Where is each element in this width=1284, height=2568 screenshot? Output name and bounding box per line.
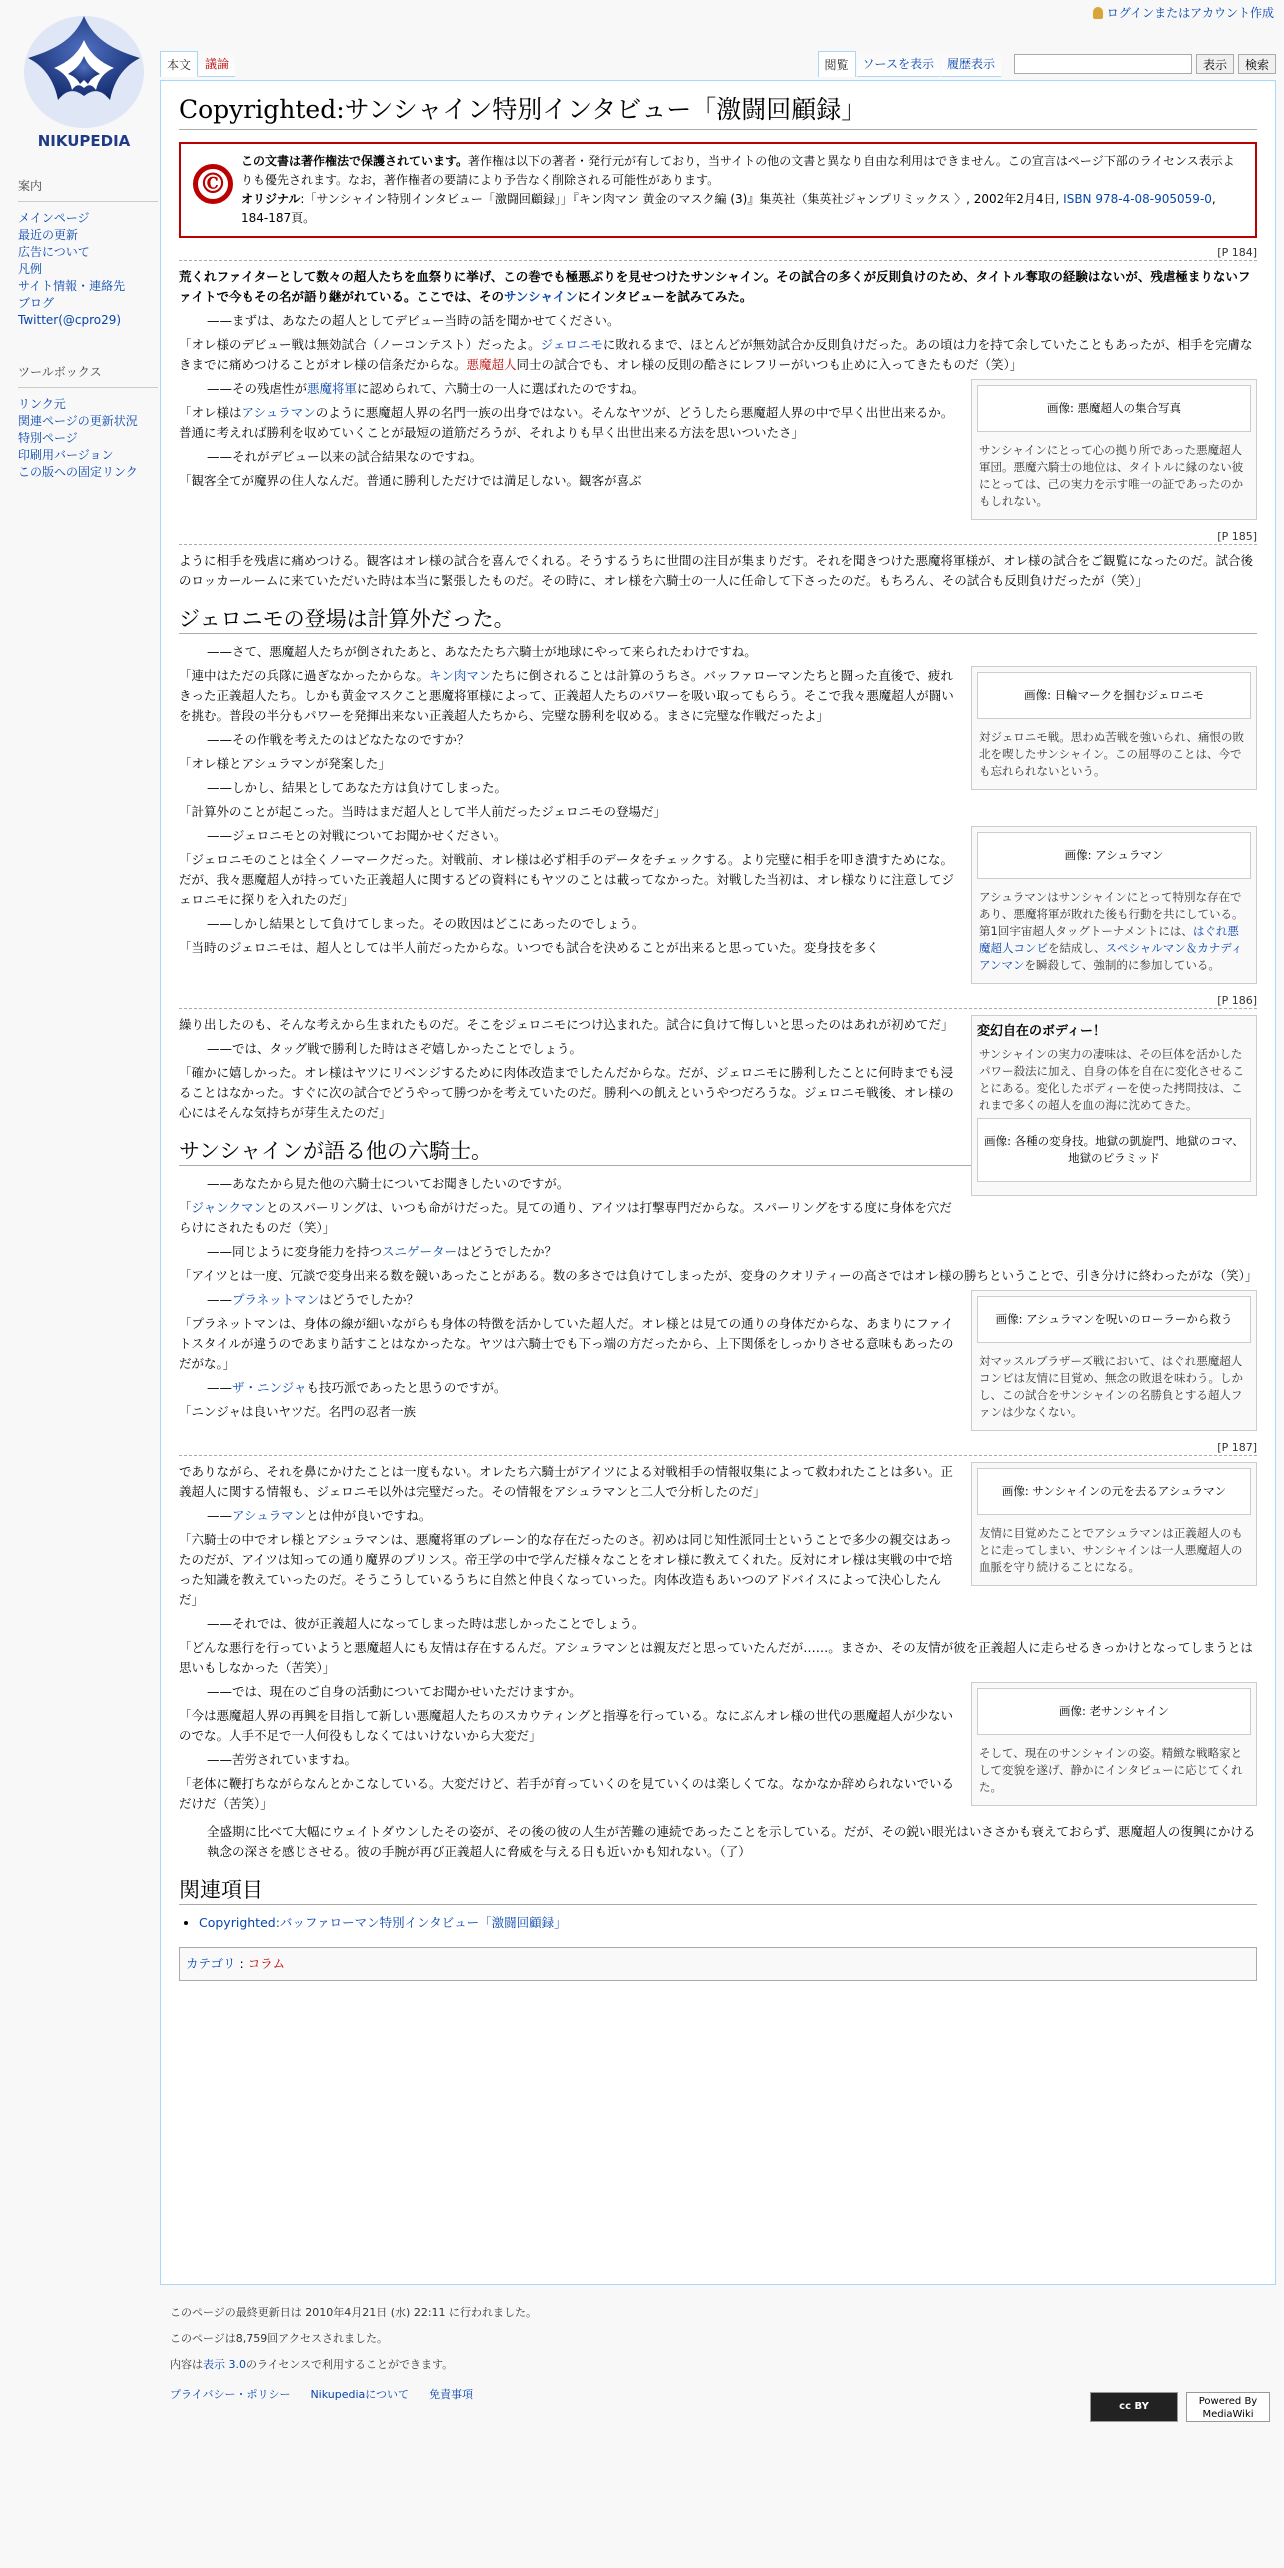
answer: 「オレ様とアシュラマンが発案した」: [179, 756, 391, 771]
tab-history[interactable]: [941, 51, 1001, 77]
answer: 「アイツとは一度、冗談で変身出来る数を競いあったことがある。数の多さでは負けてしまったが、変身のクオリティーの高さではオレ様の勝ちということで、引き分けに終わったがな（笑）」: [179, 1268, 1258, 1283]
hagure-combi-link[interactable]: はぐれ悪魔超人コンビ: [979, 924, 1239, 955]
figure-title: 変幻自在のボディー！: [977, 1024, 1106, 1039]
figure-caption: 対ジェロニモ戦。思わぬ苦戦を強いられ、痛恨の敗北を喫したサンシャイン。この屈辱のことは、今でも忘れられないという。: [979, 730, 1244, 778]
view-tabs: [818, 51, 1276, 77]
list-item: [18, 210, 158, 227]
question: ——ザ・ニンジャも技巧派であったと思うのですが。: [207, 1380, 507, 1395]
last-modified: このページの最終更新日は 2010年4月21日 (水) 22:11 に行われました。: [170, 2306, 538, 2319]
question: ——その残虐性が悪魔将軍に認められて、六騎士の一人に選ばれたのですね。: [207, 381, 645, 396]
main-content: [160, 80, 1276, 2285]
image-placeholder: 画像: アシュラマンを呪いのローラーから救う: [977, 1296, 1251, 1343]
lead-paragraph: 荒くれファイターとして数々の超人たちを血祭りに挙げ、この巻でも極悪ぶりを見せつけたサンシャイン。その試合の多くが反則負けのため、タイトル奪取の経験はないが、残虐極まりないファイトで今もその名が語り継がれている。ここでは、そのサンシャインにインタビューを試みてみた。: [179, 269, 1251, 304]
login-link[interactable]: ログインまたはアカウント作成: [1106, 6, 1274, 20]
tab-view[interactable]: 閲覧: [818, 51, 856, 77]
image-placeholder: 画像: 日輪マークを掴むジェロニモ: [977, 672, 1251, 719]
svg-text:NIKUPEDIA: NIKUPEDIA: [37, 132, 131, 150]
figure-box: [971, 1682, 1257, 1806]
list-item: [18, 227, 158, 244]
personal-tools: [1093, 4, 1274, 21]
image-placeholder: 画像: サンシャインの元を去るアシュラマン: [977, 1468, 1251, 1515]
answer: 「ジャンクマンとのスパーリングは、いつも命がけだった。見ての通り、アイツは打撃専門だからな。スパーリングをする度に身体を穴だらけにされたものだ（笑）」: [179, 1200, 952, 1235]
category-column-link[interactable]: コラム: [247, 1956, 286, 1971]
tab-article[interactable]: 本文: [160, 51, 198, 77]
figure-caption: アシュラマンはサンシャインにとって特別な存在であり、悪魔将軍が敗れた後も行動を共にしている。第1回宇宙超人タッグトーナメントには、はぐれ悪魔超人コンビを結成し、スペシャルマン＆カナディアンマンを瞬殺して、強制的に参加している。: [979, 890, 1244, 972]
list-item: [18, 413, 158, 430]
question: ——では、現在のご自身の活動についてお聞かせいただけますか。: [207, 1684, 582, 1699]
toolbox-item-0[interactable]: リンク元: [18, 397, 66, 411]
figure-box: [971, 1015, 1257, 1196]
answer: 繰り出したのも、そんな考えから生まれたものだ。そこをジェロニモにつけ込まれた。試合に負けて悔しいと思ったのはあれが初めてだ」: [179, 1017, 954, 1032]
question: ——プラネットマンはどうでしたか？: [207, 1292, 420, 1307]
answer: 「老体に鞭打ちながらなんとかこなしている。大変だけど、若手が育っていくのを見ていくのは楽しくてな。なかなか辞められないでいるだけだ（苦笑）」: [179, 1776, 955, 1811]
footer-link-2[interactable]: 免責事項: [429, 2388, 474, 2401]
page-marker: [P 185]: [179, 530, 1257, 545]
closing-paragraph: 全盛期に比べて大幅にウェイトダウンしたその姿が、その後の彼の人生が苦難の連続であったことを示している。だが、その鋭い眼光はいささかも衰えておらず、悪魔超人の復興にかける執念の深さを感じさせる。彼の手腕が再び正義超人に脅威を与える日も近いかも知れない。（了）: [207, 1824, 1256, 1859]
section-heading: サンシャインが語る他の六騎士。: [179, 1137, 1257, 1166]
figure-box: [971, 666, 1257, 790]
view-source-link[interactable]: ソースを表示: [862, 57, 934, 71]
sidebar-navigation: [18, 178, 158, 329]
akuma-choujin-link[interactable]: 悪魔超人: [466, 357, 517, 372]
copyright-icon: ©: [193, 164, 233, 204]
sidebar-item-3[interactable]: 凡例: [18, 262, 43, 276]
list-item: [18, 464, 158, 481]
toolbox-item-1[interactable]: 関連ページの更新状況: [18, 414, 138, 428]
answer: 「オレ様のデビュー戦は無効試合（ノーコンテスト）だったよ。ジェロニモに敗れるまで、ほとんどが無効試合か反則負けだった。あの頃は力を持て余していたこともあったが、相手を完膚なきまでに痛めつけることがオレ様の信条だからな。悪魔超人同士の試合でも、オレ様の反則の酷さにレフリーがいつも止めに入ってきたものだ（笑）」: [179, 337, 1253, 372]
tab-source[interactable]: [857, 51, 940, 77]
toolbox-item-2[interactable]: 特別ページ: [18, 431, 78, 445]
sidebar-item-1[interactable]: 最近の更新: [18, 228, 79, 242]
copyright-bold: この文書は著作権法で保護されています。: [241, 154, 469, 168]
namespace-tabs: [160, 51, 236, 77]
section-heading: 関連項目: [179, 1876, 1257, 1905]
specialman-link[interactable]: スペシャルマン＆カナディアンマン: [979, 941, 1243, 972]
original-text: :「サンシャイン特別インタビュー「激闘回顧録」」『キン肉マン 黄金のマスク編 (3)』集英社（集英社ジャンプリミックス 〉, 2002年2月4日,: [300, 192, 1060, 206]
question: ——さて、悪魔超人たちが倒されたあと、あなたたち六騎士が地球にやって来られたわけですね。: [207, 644, 757, 659]
page-marker: [P 184]: [179, 246, 1257, 261]
geronimo-link[interactable]: ジェロニモ: [540, 337, 603, 352]
page-marker: [P 186]: [179, 994, 1257, 1009]
snigator-link[interactable]: スニゲーター: [382, 1244, 458, 1259]
sidebar-item-5[interactable]: ブログ: [18, 296, 55, 310]
question: ——ジェロニモとの対戦についてお聞かせください。: [207, 828, 507, 843]
nikupedia-logo-icon: [14, 10, 154, 150]
question: ——しかし、結果としてあなた方は負けてしまった。: [207, 780, 508, 795]
figure-caption: そして、現在のサンシャインの姿。精緻な戦略家として変貌を遂げ、静かにインタビューに応じてくれた。: [979, 1746, 1243, 1794]
answer: 「プラネットマンは、身体の線が細いながらも身体の特徴を活かしていた超人だ。オレ様とは見ての通りの身体だからな、あまりにファイトスタイルが違うのであまり話すことはなかったな。ヤツは六騎士でも下っ端の方だったから、上下関係をしっかりさせる意味もあったのだがな。」: [179, 1316, 954, 1371]
cc-by-badge[interactable]: cc BY: [1090, 2392, 1178, 2422]
ashuraman-link-2[interactable]: アシュラマン: [232, 1508, 307, 1523]
sidebar-toolbox: [18, 364, 158, 481]
question: ——まずは、あなたの超人としてデビュー当時の話を聞かせてください。: [207, 313, 620, 328]
list-item: [18, 261, 158, 278]
list-item: [18, 430, 158, 447]
footer-link-0[interactable]: プライバシー・ポリシー: [170, 2388, 291, 2401]
answer: 「ジェロニモのことは全くノーマークだった。対戦前、オレ様は必ず相手のデータをチェックする。より完璧に相手を叩き潰すためにな。だが、我々悪魔超人が持っていた正義超人に関するどの資料にもヤツのことは載ってなかった。対戦した当初は、オレ様なりに注意してジェロニモに探りを入れたのだ」: [179, 852, 955, 907]
list-item: [18, 447, 158, 464]
footer-link-1[interactable]: Nikupediaについて: [310, 2388, 410, 2401]
question: ——同じように変身能力を持つスニゲーターはどうでしたか？: [207, 1244, 558, 1259]
list-item: [18, 312, 158, 329]
copyright-text: 著作権は以下の著者・発行元が有しており，当サイトの他の文書と異なり自由な利用はできません。この宣言はページ下部のライセンス表示よりも優先されます。なお，著作権者の要請により予告なく削除される可能性があります。: [241, 154, 1235, 187]
answer: ように相手を残虐に痛めつける。観客はオレ様の試合を喜んでくれる。そうするうちに世間の注目が集まりだす。それを聞きつけた悪魔将軍様が、オレ様の試合をご観覧になったのだ。試合後のロッカールームに来ていただいた時は本当に緊張したものだ。その時に、オレ様を六騎士の一人に任命して下さったのだ。もちろん、その試合も反則負けだったが（笑）」: [179, 553, 1254, 588]
image-placeholder: 画像: アシュラマン: [977, 832, 1251, 879]
image-placeholder: 画像: 悪魔超人の集合写真: [977, 385, 1251, 432]
akuma-shogun-link[interactable]: 悪魔将軍: [307, 381, 358, 396]
tab-talk[interactable]: [199, 51, 235, 77]
sidebar-item-6[interactable]: Twitter(@cpro29): [18, 313, 122, 327]
answer: 「六騎士の中でオレ様とアシュラマンは、悪魔将軍のブレーン的な存在だったのさ。初めは同じ知性派同士ということで多少の親交はあったのだが、アイツは知っての通り魔界のプリンス。帝王学の中で学んだ様々なことをオレ様に教えてくれた。反対にオレ様は実戦の中で培った知識を教えていったのだ。そうこうしているうちに自然と仲良くなっていった。肉体改造もあいつのアドバイスによって決心したんだ」: [179, 1532, 953, 1607]
kinnikuman-link[interactable]: キン肉マン: [429, 668, 492, 683]
figure-box: [971, 1462, 1257, 1586]
figure-caption: サンシャインにとって心の拠り所であった悪魔超人軍団。悪魔六騎士の地位は、タイトルに縁のない彼にとっては、己の実力を示す唯一の証であったのかもしれない。: [979, 443, 1244, 508]
list-item: [18, 278, 158, 295]
category-links: カテゴリ : コラム: [179, 1947, 1257, 1981]
categories-link[interactable]: カテゴリ: [186, 1956, 236, 1971]
isbn-link[interactable]: ISBN 978-4-08-905059-0: [1063, 192, 1212, 206]
answer: 「当時のジェロニモは、超人としては半人前だったからな。いつでも試合を決めることが出来ると思っていた。変身技を多く: [179, 940, 879, 955]
image-placeholder: 画像: 老サンシャイン: [977, 1688, 1251, 1735]
figure-caption: サンシャインの実力の凄味は、その巨体を活かしたパワー殺法に加え、自身の体を自在に変化させることにある。変化したボディーを使った拷問技は、これまで多くの超人を血の海に沈めてきた。: [979, 1047, 1245, 1112]
question: ——その作戦を考えたのはどなたなのですか？: [207, 732, 470, 747]
original-pages: , 184-187頁。: [241, 192, 1216, 225]
list-item: [18, 295, 158, 312]
toolbox-heading: ツールボックス: [18, 364, 158, 388]
answer: 「今は悪魔超人界の再興を目指して新しい悪魔超人たちのスカウティングと指導を行っている。なにぶんオレ様の世代の悪魔超人が少ないのでな。人手不足で一人何役もしなくてはいけないから大変だ」: [179, 1708, 954, 1743]
question: ——それがデビュー以来の試合結果なのですね。: [207, 449, 483, 464]
license-text: 内容は表示 3.0のライセンスで利用することができます。: [170, 2358, 454, 2371]
talk-link[interactable]: 議論: [205, 57, 230, 71]
license-link[interactable]: 表示 3.0: [203, 2358, 246, 2371]
sidebar-item-2[interactable]: 広告について: [18, 245, 90, 259]
toolbox-item-3[interactable]: 印刷用バージョン: [18, 448, 114, 462]
answer: 「計算外のことが起こった。当時はまだ超人として半人前だったジェロニモの登場だ」: [179, 804, 667, 819]
junkman-link[interactable]: ジャンクマン: [191, 1200, 267, 1215]
copyright-notice: [179, 142, 1257, 238]
image-placeholder: 画像: 各種の変身技。地獄の凱旋門、地獄のコマ、地獄のピラミッド: [977, 1118, 1251, 1182]
related-list: [199, 1913, 1257, 1933]
the-ninja-link[interactable]: ザ・ニンジャ: [232, 1380, 307, 1395]
sidebar-item-0[interactable]: メインページ: [18, 211, 90, 225]
ashuraman-link[interactable]: アシュラマン: [241, 405, 316, 420]
mediawiki-badge[interactable]: Powered By MediaWiki: [1186, 2392, 1270, 2422]
answer: 「どんな悪行を行っていようと悪魔超人にも友情は存在するんだ。アシュラマンとは親友だと思っていたんだが……。まさか、その友情が彼を正義超人に走らせるきっかけとなってしまうとは思いもしなかった（苦笑）」: [179, 1640, 1253, 1675]
question: ——アシュラマンとは仲が良いですね。: [207, 1508, 432, 1523]
question: ——では、タッグ戦で勝利した時はさぞ嬉しかったことでしょう。: [207, 1041, 583, 1056]
figure-caption: 友情に目覚めたことでアシュラマンは正義超人のもとに走ってしまい、サンシャインは一人悪魔超人の血脈を守り続けることになる。: [979, 1526, 1243, 1574]
answer: 「確かに嬉しかった。オレ様はヤツにリベンジするために肉体改造までしたんだからな。だが、ジェロニモに勝利したことに何時までも浸ることはなかった。すぐに次の試合でどうやって勝つかを考えていたのだ。勝利への飢えというやつだろうな。ジェロニモ戦後、オレ様の心にはそんな気持ちが芽生えたのだ」: [179, 1065, 954, 1120]
question: ——しかし結果として負けてしまった。その敗因はどこにあったのでしょう。: [207, 916, 645, 931]
question: ——苦労されていますね。: [207, 1752, 358, 1767]
figure-box: [971, 1290, 1257, 1431]
sunshine-link[interactable]: サンシャイン: [504, 289, 578, 304]
figure-box: [971, 826, 1257, 984]
question: ——それでは、彼が正義超人になってしまった時は悲しかったことでしょう。: [207, 1616, 645, 1631]
list-item: [18, 396, 158, 413]
related-link[interactable]: Copyrighted:バッファローマン特別インタビュー「激闘回顧録」: [199, 1915, 567, 1930]
search-button[interactable]: 検索: [1238, 54, 1276, 74]
go-button[interactable]: 表示: [1196, 54, 1234, 74]
search-input[interactable]: [1014, 54, 1192, 74]
figure-caption: 対マッスルブラザーズ戦において、はぐれ悪魔超人コンビは友情に目覚め、無念の敗退を味わう。しかし、この試合をサンシャインの名勝負とする超人ファンは少なくない。: [979, 1354, 1244, 1419]
site-logo[interactable]: [14, 10, 154, 150]
figure-box: [971, 379, 1257, 520]
answer: 「連中はただの兵隊に過ぎなかったからな。キン肉マンたちに倒されることは計算のうちさ。バッファローマンたちと闘った直後で、疲れきった正義超人たち。しかも黄金マスクこと悪魔将軍様によって、正義超人たちのパワーを吸い取ってもらう。そこで我々悪魔超人が闘いを挑む。普段の半分もパワーを発揮出来ない正義超人たちから、完璧な勝利を収める。まさに完璧な作戦だったよ」: [179, 668, 954, 723]
original-label: オリジナル: [241, 192, 301, 206]
sidebar-item-4[interactable]: サイト情報・連絡先: [18, 279, 126, 293]
view-count: このページは8,759回アクセスされました。: [170, 2332, 388, 2345]
page-title: Copyrighted:サンシャイン特別インタビュー「激闘回顧録」: [179, 95, 1257, 130]
answer: 「オレ様はアシュラマンのように悪魔超人界の名門一族の出身ではない。そんなヤツが、どうしたら悪魔超人界の中で早く出世出来るか。普通に考えれば勝利を収めていくことが最短の道筋だろうが、それよりも早く出世出来る方法を思いついたさ」: [179, 405, 954, 440]
answer: 「観客全てが魔界の住人なんだ。普通に勝利しただけでは満足しない。観客が喜ぶ: [179, 473, 642, 488]
question: ——あなたから見た他の六騎士についてお聞きしたいのですが。: [207, 1176, 570, 1191]
user-icon: [1093, 7, 1103, 19]
answer: 「ニンジャは良いヤツだ。名門の忍者一族: [179, 1404, 416, 1419]
list-item: [18, 244, 158, 261]
page-marker: [P 187]: [179, 1441, 1257, 1456]
list-item: [199, 1913, 1257, 1933]
toolbox-item-4[interactable]: この版への固定リンク: [18, 465, 138, 479]
section-heading: ジェロニモの登場は計算外だった。: [179, 605, 1257, 634]
answer: でありながら、それを鼻にかけたことは一度もない。オレたち六騎士がアイツによる対戦相手の情報収集によって救われたことは多い。正義超人に関する情報も、ジェロニモ以外は完璧だった。その情報をアシュラマンと二人で分析したのだ」: [179, 1464, 953, 1499]
planetman-link[interactable]: プラネットマン: [232, 1292, 320, 1307]
nav-heading: 案内: [18, 178, 158, 202]
history-link[interactable]: 履歴表示: [946, 57, 995, 71]
